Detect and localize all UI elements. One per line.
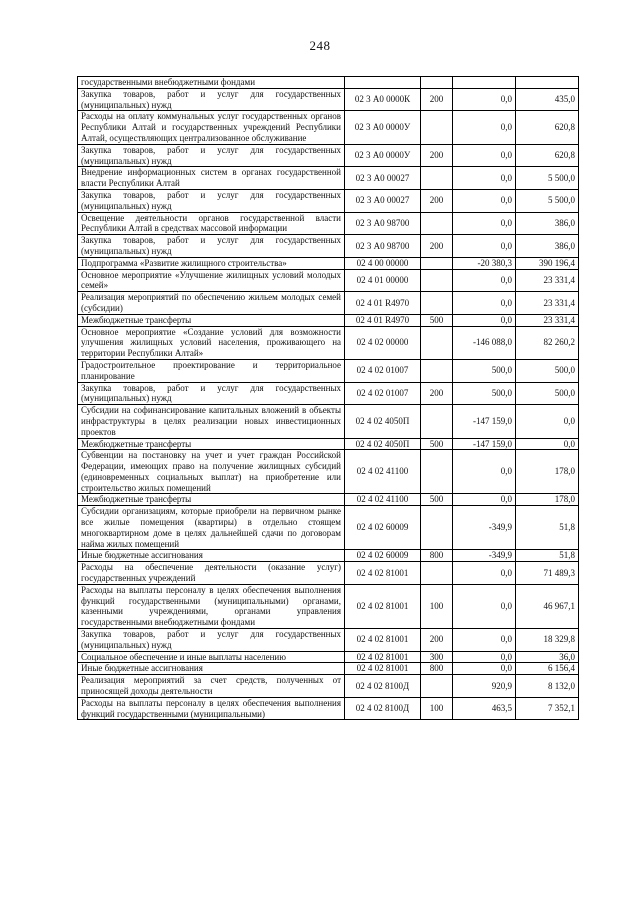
row-name-cell: государственными внебюджетными фондами: [78, 77, 345, 89]
table-row: [78, 675, 579, 698]
change-amount-cell: 0,0: [453, 144, 516, 167]
row-name-cell: Иные бюджетные ассигнования: [78, 550, 345, 562]
total-amount-cell: 46 967,1: [516, 584, 579, 628]
expense-type-code-cell: [421, 405, 453, 438]
change-amount-cell: 0,0: [453, 450, 516, 494]
change-amount-cell: -147 159,0: [453, 438, 516, 450]
target-article-code-cell: 02 4 02 41100: [345, 494, 421, 506]
total-amount-cell: 500,0: [516, 382, 579, 405]
change-amount-cell: 463,5: [453, 697, 516, 720]
table-row: [78, 235, 579, 258]
row-name-cell: Субсидии организациям, которые приобрели на первичном рынке все жилые помещения (квартиры) в отдельно стоящем многоквартирном доме в целях дальнейшей сдачи по договорам найма жилых помещений: [78, 506, 345, 550]
target-article-code-cell: 02 4 02 81001: [345, 651, 421, 663]
total-amount-cell: 23 331,4: [516, 314, 579, 326]
total-amount-cell: 18 329,8: [516, 629, 579, 652]
expense-type-code-cell: 200: [421, 144, 453, 167]
expense-type-code-cell: 200: [421, 189, 453, 212]
page-number: 248: [309, 38, 331, 53]
expense-type-code-cell: [421, 167, 453, 190]
table-row: [78, 450, 579, 494]
budget-table: [77, 76, 579, 720]
expense-type-code-cell: [421, 111, 453, 144]
row-name-cell: Закупка товаров, работ и услуг для государственных (муниципальных) нужд: [78, 88, 345, 111]
row-name-cell: Межбюджетные трансферты: [78, 494, 345, 506]
total-amount-cell: 500,0: [516, 359, 579, 382]
target-article-code-cell: 02 4 02 00000: [345, 326, 421, 359]
total-amount-cell: [516, 77, 579, 89]
expense-type-code-cell: 100: [421, 584, 453, 628]
total-amount-cell: 71 489,3: [516, 562, 579, 585]
table-row: [78, 314, 579, 326]
row-name-cell: Освещение деятельности органов государственной власти Республики Алтай в средствах массовой информации: [78, 212, 345, 235]
expense-type-code-cell: [421, 257, 453, 269]
row-name-cell: Реализация мероприятий за счет средств, полученных от приносящей доходы деятельности: [78, 675, 345, 698]
expense-type-code-cell: 500: [421, 314, 453, 326]
change-amount-cell: 0,0: [453, 494, 516, 506]
change-amount-cell: 0,0: [453, 629, 516, 652]
expense-type-code-cell: 800: [421, 550, 453, 562]
expense-type-code-cell: [421, 450, 453, 494]
row-name-cell: Градостроительное проектирование и территориальное планирование: [78, 359, 345, 382]
change-amount-cell: 0,0: [453, 292, 516, 315]
target-article-code-cell: 02 4 02 60009: [345, 506, 421, 550]
target-article-code-cell: 02 4 02 8100Д: [345, 697, 421, 720]
change-amount-cell: 500,0: [453, 359, 516, 382]
change-amount-cell: [453, 77, 516, 89]
expense-type-code-cell: 800: [421, 663, 453, 675]
change-amount-cell: 0,0: [453, 235, 516, 258]
table-row: [78, 189, 579, 212]
row-name-cell: Субвенции на постановку на учет и учет граждан Российской Федерации, имеющих право на получение жилищных субсидий (единовременных социальных выплат) на приобретение или строительство жилых помещений: [78, 450, 345, 494]
target-article-code-cell: 02 4 02 41100: [345, 450, 421, 494]
total-amount-cell: 0,0: [516, 438, 579, 450]
total-amount-cell: 36,0: [516, 651, 579, 663]
change-amount-cell: 0,0: [453, 562, 516, 585]
row-name-cell: Основное мероприятие «Создание условий для возможности улучшения жилищных условий населения, проживающего на территории Республики Алтай»: [78, 326, 345, 359]
target-article-code-cell: 02 4 02 81001: [345, 584, 421, 628]
row-name-cell: Закупка товаров, работ и услуг для государственных (муниципальных) нужд: [78, 235, 345, 258]
table-row: [78, 663, 579, 675]
row-name-cell: Иные бюджетные ассигнования: [78, 663, 345, 675]
table-row: [78, 506, 579, 550]
change-amount-cell: 0,0: [453, 189, 516, 212]
row-name-cell: Основное мероприятие «Улучшение жилищных условий молодых семей»: [78, 269, 345, 292]
row-name-cell: Внедрение информационных систем в органах государственной власти Республики Алтай: [78, 167, 345, 190]
target-article-code-cell: 02 4 02 81001: [345, 663, 421, 675]
total-amount-cell: 51,8: [516, 550, 579, 562]
target-article-code-cell: 02 3 А0 98700: [345, 235, 421, 258]
table-row: [78, 269, 579, 292]
row-name-cell: Реализация мероприятий по обеспечению жильем молодых семей (субсидии): [78, 292, 345, 315]
change-amount-cell: 0,0: [453, 111, 516, 144]
row-name-cell: Закупка товаров, работ и услуг для государственных (муниципальных) нужд: [78, 144, 345, 167]
row-name-cell: Подпрограмма «Развитие жилищного строительства»: [78, 257, 345, 269]
table-row: [78, 111, 579, 144]
target-article-code-cell: 02 4 02 4050П: [345, 405, 421, 438]
target-article-code-cell: [345, 77, 421, 89]
total-amount-cell: 620,8: [516, 111, 579, 144]
total-amount-cell: 51,8: [516, 506, 579, 550]
expense-type-code-cell: [421, 326, 453, 359]
total-amount-cell: 386,0: [516, 235, 579, 258]
total-amount-cell: 7 352,1: [516, 697, 579, 720]
expense-type-code-cell: 500: [421, 438, 453, 450]
table-row: [78, 562, 579, 585]
table-row: [78, 651, 579, 663]
change-amount-cell: 0,0: [453, 314, 516, 326]
change-amount-cell: 920,9: [453, 675, 516, 698]
target-article-code-cell: 02 3 А0 00027: [345, 167, 421, 190]
total-amount-cell: 6 156,4: [516, 663, 579, 675]
total-amount-cell: 435,0: [516, 88, 579, 111]
expense-type-code-cell: 200: [421, 235, 453, 258]
expense-type-code-cell: [421, 212, 453, 235]
change-amount-cell: 0,0: [453, 584, 516, 628]
target-article-code-cell: 02 4 01 R4970: [345, 314, 421, 326]
row-name-cell: Межбюджетные трансферты: [78, 438, 345, 450]
total-amount-cell: 8 132,0: [516, 675, 579, 698]
table-row: [78, 359, 579, 382]
table-row: [78, 167, 579, 190]
table-row: [78, 697, 579, 720]
row-name-cell: Расходы на обеспечение деятельности (оказание услуг) государственных учреждений: [78, 562, 345, 585]
change-amount-cell: -349,9: [453, 550, 516, 562]
change-amount-cell: -147 159,0: [453, 405, 516, 438]
expense-type-code-cell: 300: [421, 651, 453, 663]
expense-type-code-cell: 100: [421, 697, 453, 720]
expense-type-code-cell: 500: [421, 494, 453, 506]
change-amount-cell: 0,0: [453, 663, 516, 675]
total-amount-cell: 5 500,0: [516, 189, 579, 212]
total-amount-cell: 390 196,4: [516, 257, 579, 269]
target-article-code-cell: 02 4 02 81001: [345, 629, 421, 652]
table-row: [78, 382, 579, 405]
target-article-code-cell: 02 4 02 01007: [345, 382, 421, 405]
target-article-code-cell: 02 4 01 00000: [345, 269, 421, 292]
table-row: [78, 494, 579, 506]
expense-type-code-cell: [421, 506, 453, 550]
change-amount-cell: 0,0: [453, 88, 516, 111]
expense-type-code-cell: [421, 77, 453, 89]
change-amount-cell: 0,0: [453, 269, 516, 292]
target-article-code-cell: 02 4 02 4050П: [345, 438, 421, 450]
table-row: [78, 77, 579, 89]
row-name-cell: Закупка товаров, работ и услуг для государственных (муниципальных) нужд: [78, 189, 345, 212]
expense-type-code-cell: 200: [421, 88, 453, 111]
change-amount-cell: 500,0: [453, 382, 516, 405]
budget-table-body: [78, 77, 579, 720]
table-row: [78, 584, 579, 628]
change-amount-cell: -146 088,0: [453, 326, 516, 359]
target-article-code-cell: 02 4 02 60009: [345, 550, 421, 562]
table-row: [78, 292, 579, 315]
row-name-cell: Расходы на выплаты персоналу в целях обеспечения выполнения функций государственными (муниципальными): [78, 697, 345, 720]
target-article-code-cell: 02 3 А0 00027: [345, 189, 421, 212]
total-amount-cell: 178,0: [516, 450, 579, 494]
row-name-cell: Социальное обеспечение и иные выплаты населению: [78, 651, 345, 663]
change-amount-cell: 0,0: [453, 167, 516, 190]
expense-type-code-cell: [421, 562, 453, 585]
change-amount-cell: 0,0: [453, 651, 516, 663]
table-row: [78, 326, 579, 359]
total-amount-cell: 5 500,0: [516, 167, 579, 190]
total-amount-cell: 23 331,4: [516, 269, 579, 292]
table-row: [78, 629, 579, 652]
change-amount-cell: -349,9: [453, 506, 516, 550]
expense-type-code-cell: [421, 269, 453, 292]
table-row: [78, 88, 579, 111]
expense-type-code-cell: 200: [421, 629, 453, 652]
target-article-code-cell: 02 3 А0 0000У: [345, 111, 421, 144]
row-name-cell: Закупка товаров, работ и услуг для государственных (муниципальных) нужд: [78, 629, 345, 652]
total-amount-cell: 386,0: [516, 212, 579, 235]
target-article-code-cell: 02 4 02 81001: [345, 562, 421, 585]
target-article-code-cell: 02 4 01 R4970: [345, 292, 421, 315]
expense-type-code-cell: [421, 292, 453, 315]
expense-type-code-cell: [421, 359, 453, 382]
total-amount-cell: 620,8: [516, 144, 579, 167]
table-row: [78, 212, 579, 235]
table-row: [78, 550, 579, 562]
total-amount-cell: 0,0: [516, 405, 579, 438]
row-name-cell: Закупка товаров, работ и услуг для государственных (муниципальных) нужд: [78, 382, 345, 405]
row-name-cell: Субсидии на софинансирование капитальных вложений в объекты инфраструктуры в целях реализации новых инвестиционных проектов: [78, 405, 345, 438]
target-article-code-cell: 02 4 02 01007: [345, 359, 421, 382]
target-article-code-cell: 02 3 А0 0000У: [345, 144, 421, 167]
total-amount-cell: 23 331,4: [516, 292, 579, 315]
table-row: [78, 405, 579, 438]
change-amount-cell: -20 380,3: [453, 257, 516, 269]
expense-type-code-cell: [421, 675, 453, 698]
expense-type-code-cell: 200: [421, 382, 453, 405]
target-article-code-cell: 02 4 00 00000: [345, 257, 421, 269]
row-name-cell: Расходы на оплату коммунальных услуг государственных органов Республики Алтай и государственных учреждений Республики Алтай, осуществляющих централизованное обслуживание: [78, 111, 345, 144]
target-article-code-cell: 02 3 А0 98700: [345, 212, 421, 235]
target-article-code-cell: 02 4 02 8100Д: [345, 675, 421, 698]
row-name-cell: Межбюджетные трансферты: [78, 314, 345, 326]
table-row: [78, 257, 579, 269]
row-name-cell: Расходы на выплаты персоналу в целях обеспечения выполнения функций государственными (муниципальными) органами, казенными учреждениями, органами управления государственными внебюджетными фондами: [78, 584, 345, 628]
total-amount-cell: 178,0: [516, 494, 579, 506]
target-article-code-cell: 02 3 А0 0000К: [345, 88, 421, 111]
change-amount-cell: 0,0: [453, 212, 516, 235]
table-row: [78, 144, 579, 167]
table-row: [78, 438, 579, 450]
total-amount-cell: 82 260,2: [516, 326, 579, 359]
